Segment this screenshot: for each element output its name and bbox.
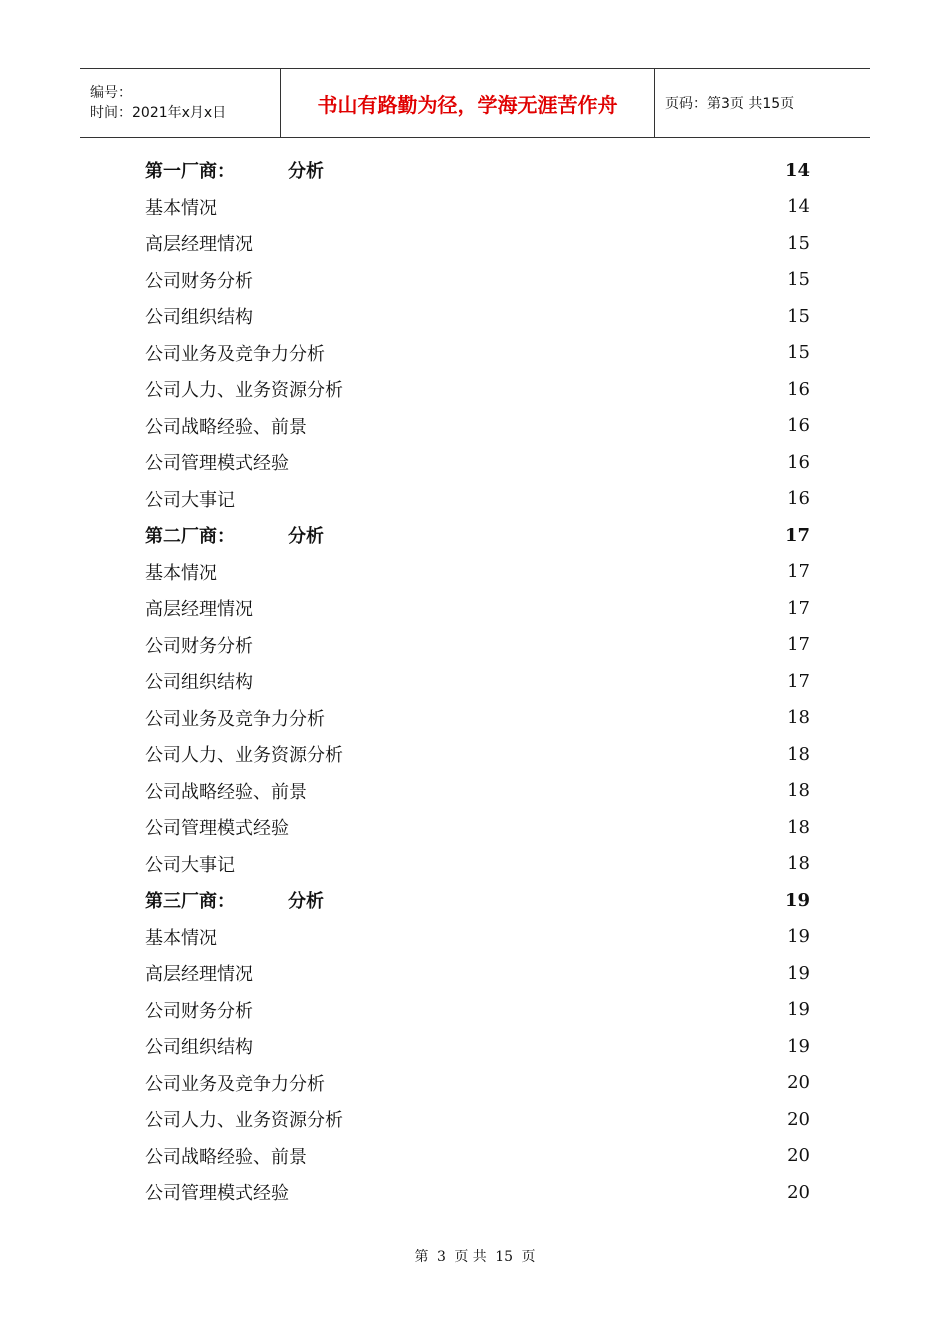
- toc-page-number: 20: [787, 1181, 810, 1203]
- toc-page-number: 20: [787, 1072, 810, 1094]
- toc-entry-label: 公司业务及竞争力分析: [145, 343, 325, 365]
- toc-row[interactable]: [145, 335, 810, 372]
- toc-entry-title: [145, 522, 324, 548]
- toc-row[interactable]: [145, 627, 810, 664]
- footer-prefix: 第: [414, 1249, 429, 1265]
- toc-entry-label: 公司财务分析: [145, 635, 253, 657]
- toc-page-number: 19: [784, 889, 810, 911]
- toc-row[interactable]: [145, 700, 810, 737]
- toc-row[interactable]: [145, 663, 810, 700]
- page-header: [80, 68, 870, 138]
- toc-entry-suffix: 分析: [288, 526, 324, 548]
- toc-page-number: 20: [787, 1108, 810, 1130]
- toc-entry-title: [145, 924, 217, 950]
- toc-page-number: 18: [787, 707, 810, 729]
- toc-section-row[interactable]: [145, 517, 810, 554]
- toc-entry-title: [145, 340, 325, 366]
- toc-page-number: 17: [787, 597, 810, 619]
- toc-entry-label: 公司组织结构: [145, 307, 253, 329]
- toc-entry-label: 公司大事记: [145, 489, 235, 511]
- toc-row[interactable]: [145, 1028, 810, 1065]
- toc-entry-title: [145, 1070, 325, 1096]
- toc-entry-label: 高层经理情况: [145, 234, 253, 256]
- toc-section-row[interactable]: [145, 882, 810, 919]
- toc-entry-title: [145, 194, 217, 220]
- footer-mid: 页 共: [454, 1249, 487, 1265]
- toc-page-number: 17: [787, 561, 810, 583]
- toc-row[interactable]: [145, 189, 810, 226]
- toc-entry-suffix: 分析: [288, 891, 324, 913]
- toc-entry-title: [145, 997, 253, 1023]
- toc-row[interactable]: [145, 1174, 810, 1211]
- toc-row[interactable]: [145, 554, 810, 591]
- toc-entry-label: 公司组织结构: [145, 1037, 253, 1059]
- toc-entry-label: 公司组织结构: [145, 672, 253, 694]
- toc-entry-title: [145, 1143, 307, 1169]
- toc-entry-label: 基本情况: [145, 927, 217, 949]
- toc-entry-title: [145, 157, 324, 183]
- toc-entry-title: [145, 486, 235, 512]
- toc-page-number: 18: [787, 816, 810, 838]
- toc-entry-title: [145, 741, 343, 767]
- toc-row[interactable]: [145, 846, 810, 883]
- toc-entry-title: [145, 559, 217, 585]
- toc-page-number: 18: [787, 853, 810, 875]
- toc-page-number: 16: [787, 378, 810, 400]
- toc-section-row[interactable]: [145, 152, 810, 189]
- toc-entry-label: 公司人力、业务资源分析: [145, 745, 343, 767]
- toc-row[interactable]: [145, 408, 810, 445]
- toc-entry-title: [145, 851, 235, 877]
- toc-row[interactable]: [145, 992, 810, 1029]
- toc-page-number: 18: [787, 743, 810, 765]
- toc-row[interactable]: [145, 225, 810, 262]
- toc-page-number: 18: [787, 780, 810, 802]
- toc-entry-label: 公司财务分析: [145, 1000, 253, 1022]
- toc-entry-title: [145, 632, 253, 658]
- toc-entry-label: 公司战略经验、前景: [145, 416, 307, 438]
- toc-entry-suffix: 分析: [288, 161, 324, 183]
- toc-entry-label: 公司管理模式经验: [145, 1183, 289, 1205]
- toc-row[interactable]: [145, 919, 810, 956]
- toc-row[interactable]: [145, 1065, 810, 1102]
- toc-page-number: 15: [787, 232, 810, 254]
- toc-page-number: 19: [787, 1035, 810, 1057]
- toc-page-number: 16: [787, 451, 810, 473]
- toc-entry-label: 公司人力、业务资源分析: [145, 380, 343, 402]
- toc-entry-title: [145, 230, 253, 256]
- toc-entry-title: [145, 303, 253, 329]
- toc-entry-label: 基本情况: [145, 562, 217, 584]
- toc-entry-label: 公司管理模式经验: [145, 818, 289, 840]
- toc-entry-title: [145, 1106, 343, 1132]
- toc-entry-label: 基本情况: [145, 197, 217, 219]
- toc-entry-title: [145, 960, 253, 986]
- page-footer: [0, 1246, 950, 1266]
- toc-page-number: 19: [787, 926, 810, 948]
- toc-entry-label: 公司战略经验、前景: [145, 1146, 307, 1168]
- toc-entry-title: [145, 1033, 253, 1059]
- toc-row[interactable]: [145, 481, 810, 518]
- toc-page-number: 20: [787, 1145, 810, 1167]
- toc-entry-label: 高层经理情况: [145, 964, 253, 986]
- header-page-label: 页码：第3页 共15页: [665, 96, 795, 112]
- toc-entry-label: 第二厂商：: [145, 526, 235, 548]
- toc-page-number: 16: [787, 488, 810, 510]
- toc-entry-label: 高层经理情况: [145, 599, 253, 621]
- toc-page-number: 17: [787, 670, 810, 692]
- toc-entry-label: 第一厂商：: [145, 161, 235, 183]
- toc-page-number: 16: [787, 415, 810, 437]
- toc-entry-title: [145, 778, 307, 804]
- toc-entry-title: [145, 705, 325, 731]
- toc-entry-title: [145, 887, 324, 913]
- toc-entry-title: [145, 1179, 289, 1205]
- header-meta: [80, 69, 281, 137]
- toc-entry-label: 第三厂商：: [145, 891, 235, 913]
- toc-row[interactable]: [145, 736, 810, 773]
- toc-entry-label: 公司大事记: [145, 854, 235, 876]
- toc-entry-label: 公司财务分析: [145, 270, 253, 292]
- toc-row[interactable]: [145, 590, 810, 627]
- toc-page-number: 15: [787, 342, 810, 364]
- toc-entry-title: [145, 595, 253, 621]
- toc-row[interactable]: [145, 1101, 810, 1138]
- number-label: 编号：: [90, 85, 132, 101]
- header-page-cell: [655, 69, 870, 137]
- table-of-contents: [145, 152, 810, 1211]
- toc-row[interactable]: [145, 955, 810, 992]
- toc-row[interactable]: [145, 262, 810, 299]
- toc-row[interactable]: [145, 371, 810, 408]
- toc-entry-title: [145, 376, 343, 402]
- toc-entry-label: 公司战略经验、前景: [145, 781, 307, 803]
- toc-entry-title: [145, 413, 307, 439]
- footer-total-pages: 15: [495, 1249, 514, 1265]
- header-slogan: 书山有路勤为径，学海无涯苦作舟: [317, 92, 618, 117]
- header-slogan-cell: [281, 69, 655, 137]
- toc-row[interactable]: [145, 1138, 810, 1175]
- toc-entry-title: [145, 668, 253, 694]
- toc-row[interactable]: [145, 444, 810, 481]
- toc-row[interactable]: [145, 809, 810, 846]
- toc-row[interactable]: [145, 773, 810, 810]
- toc-page-number: 15: [787, 269, 810, 291]
- toc-page-number: 14: [784, 159, 810, 181]
- time-label: 时间：2021年x月x日: [90, 105, 227, 121]
- toc-entry-label: 公司业务及竞争力分析: [145, 1073, 325, 1095]
- toc-page-number: 19: [787, 962, 810, 984]
- toc-entry-title: [145, 814, 289, 840]
- toc-entry-title: [145, 267, 253, 293]
- toc-entry-label: 公司业务及竞争力分析: [145, 708, 325, 730]
- toc-page-number: 15: [787, 305, 810, 327]
- toc-entry-label: 公司人力、业务资源分析: [145, 1110, 343, 1132]
- toc-row[interactable]: [145, 298, 810, 335]
- toc-page-number: 17: [784, 524, 810, 546]
- footer-current-page: 3: [436, 1249, 446, 1265]
- footer-suffix: 页: [521, 1249, 536, 1265]
- toc-page-number: 19: [787, 999, 810, 1021]
- toc-page-number: 17: [787, 634, 810, 656]
- toc-entry-title: [145, 449, 289, 475]
- toc-entry-label: 公司管理模式经验: [145, 453, 289, 475]
- toc-page-number: 14: [787, 196, 810, 218]
